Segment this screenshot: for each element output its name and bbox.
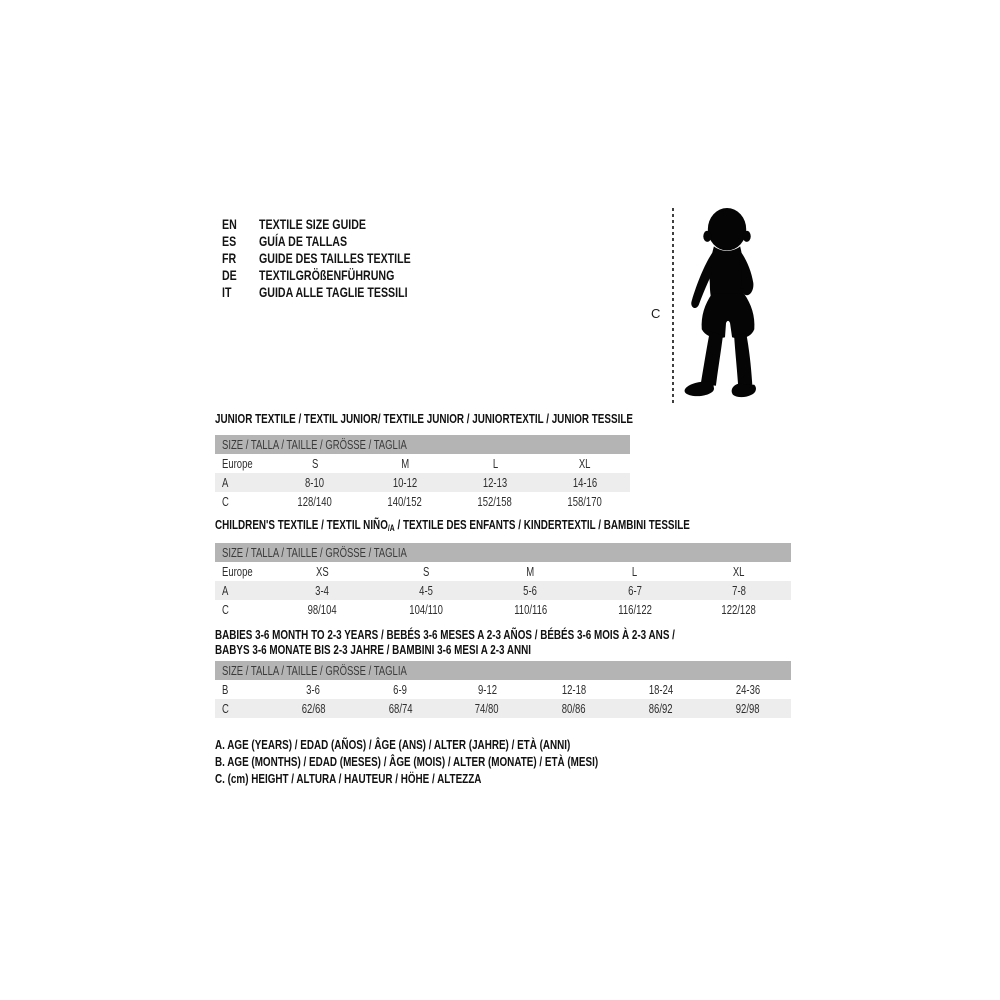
row-label: C [222,602,229,617]
table-cell: L [492,456,498,471]
language-code: IT [222,283,232,300]
size-header-bar: SIZE / TALLA / TAILLE / GRÖSSE / TAGLIA [215,661,791,680]
language-code: EN [222,215,237,232]
table-cell: 122/128 [721,602,757,617]
table-cell: 12-18 [561,682,587,697]
table-cell: 8-10 [305,475,325,490]
table-cell: XS [315,564,329,579]
language-code: FR [222,249,237,266]
table-cell: S [311,456,319,471]
table-cell: 7-8 [732,583,746,598]
table-cell: 62/68 [301,701,326,716]
children-section-title: CHILDREN'S TEXTILE / TEXTIL $NIÑO_{/A}$ / TEXTILE DES ENFANTS / KINDERTEXTIL / BAMBINI TESSILE [215,517,690,533]
table-cell: 152/158 [477,494,513,509]
table-cell: 24-36 [735,682,760,697]
footnote-height-cm: C. (cm) HEIGHT / ALTURA / HAUTEUR / HÖHE / ALTEZZA [215,771,482,786]
row-label: C [222,701,229,716]
legend-footnotes [215,737,719,788]
table-cell: 92/98 [735,701,760,716]
children-size-table [215,543,791,619]
table-cell: L [632,564,638,579]
row-label: A [222,475,229,490]
table-row-europe [215,562,791,581]
size-header-bar: SIZE / TALLA / TAILLE / GRÖSSE / TAGLIA [215,435,630,454]
language-row-en [222,215,459,232]
table-cell: XL [733,564,745,579]
guide-title-fr: GUIDE DES TAILLES TEXTILE [259,249,411,266]
language-row-de [222,266,459,283]
row-label: A [222,583,229,598]
table-cell: 86/92 [648,701,673,716]
table-cell: 140/152 [387,494,423,509]
babies-section-title: BABIES 3-6 MONTH TO 2-3 YEARS / BEBÉS 3-6 MESES A 2-3 AÑOS / BÉBÉS 3-6 MOIS À 2-3 ANS / BABYS 3-6 MONATE BIS 2-3 JAHRE / BAMBINI 3-6 MESI A 2-3 ANNI [215,627,675,657]
table-cell: XL [579,456,591,471]
toddler-silhouette [679,205,771,407]
table-cell: 14-16 [572,475,598,490]
row-label: Europe [222,456,253,471]
guide-title-es: GUÍA DE TALLAS [259,232,348,249]
table-cell: 68/74 [388,701,413,716]
language-title-list [222,215,459,300]
table-cell: 104/110 [409,602,444,617]
table-cell: 12-13 [482,475,508,490]
language-row-es [222,232,459,249]
table-row-height [215,699,791,718]
table-cell: 6-7 [627,583,642,598]
table-row-age-months [215,680,791,699]
footnote-age-months: B. AGE (MONTHS) / EDAD (MESES) / ÂGE (MOIS) / ALTER (MONATE) / ETÀ (MESI) [215,754,599,769]
row-label: Europe [222,564,253,579]
table-cell: 110/116 [514,602,547,617]
row-label: C [222,494,229,509]
table-row-height [215,600,791,619]
table-cell: M [526,564,535,579]
guide-title-en: TEXTILE SIZE GUIDE [259,215,367,232]
table-row-height [215,492,630,511]
table-cell: 3-4 [315,583,329,598]
language-code: DE [222,266,237,283]
guide-title-de: TEXTILGRÖßENFÜHRUNG [259,266,395,283]
table-cell: 10-12 [392,475,418,490]
table-cell: 74/80 [475,701,499,716]
table-cell: 80/86 [562,701,586,716]
junior-section-title: JUNIOR TEXTILE / TEXTIL JUNIOR/ TEXTILE JUNIOR / JUNIORTEXTIL / JUNIOR TESSILE [215,411,633,426]
height-measure-dashed-line [672,208,674,406]
babies-size-table [215,661,791,718]
table-cell: 116/122 [617,602,652,617]
table-cell: 158/170 [567,494,603,509]
table-row-age [215,473,630,492]
table-cell: 18-24 [648,682,673,697]
table-row-europe [215,454,630,473]
table-cell: 5-6 [523,583,538,598]
junior-size-table [215,435,630,511]
table-cell: 3-6 [306,682,321,697]
table-cell: 98/104 [307,602,337,617]
table-cell: 9-12 [477,682,497,697]
language-code: ES [222,232,237,249]
language-row-fr [222,249,459,266]
table-cell: S [423,564,430,579]
language-row-it [222,283,459,300]
table-row-age [215,581,791,600]
table-cell: 4-5 [419,583,434,598]
table-cell: 6-9 [393,682,408,697]
table-cell: 128/140 [297,494,333,509]
height-measure-label: C [651,306,661,321]
size-header-bar: SIZE / TALLA / TAILLE / GRÖSSE / TAGLIA [215,543,791,562]
table-cell: M [401,456,409,471]
row-label: B [222,682,229,697]
footnote-age-years: A. AGE (YEARS) / EDAD (AÑOS) / ÂGE (ANS) / ALTER (JAHRE) / ETÀ (ANNI) [215,737,571,752]
gender-suffix-subscript: /A [387,523,395,533]
guide-title-it: GUIDA ALLE TAGLIE TESSILI [259,283,408,300]
